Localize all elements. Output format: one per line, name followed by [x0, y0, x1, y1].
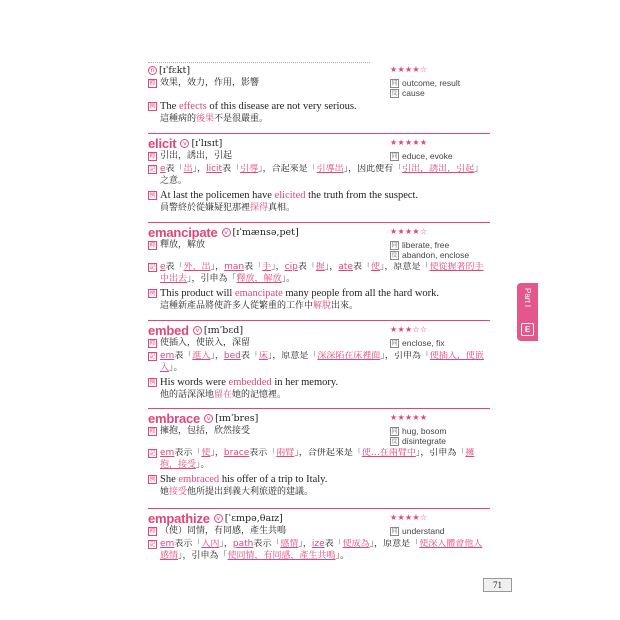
entry-emancipate: [148, 225, 492, 312]
related-words: [390, 151, 492, 161]
text-segment: 」，: [219, 539, 233, 549]
synonym-line: [390, 151, 492, 161]
text-segment: At last the policemen have: [160, 190, 275, 201]
entry-embed: [148, 323, 492, 401]
morpheme-highlight: 入內: [201, 539, 220, 549]
text-segment: 這種新產品將使許多人從繁重的工作中: [160, 301, 314, 311]
text-segment: 」，合併起來是「: [294, 448, 362, 458]
definition-text: 使插入，使嵌入，深留: [160, 338, 251, 348]
morpheme-highlight: ate: [338, 262, 353, 272]
translation-keyword: 接受: [169, 487, 188, 497]
example-translation: [148, 300, 492, 312]
related-words: [390, 240, 492, 260]
text-segment: 表「: [165, 262, 184, 272]
phonetic: [ɪˈfɛkt]: [159, 64, 191, 76]
morpheme-highlight: 使從握著的手中出去: [160, 262, 484, 284]
related-words: [390, 426, 492, 446]
text-segment: This product will: [160, 288, 235, 299]
definition-row: [148, 426, 492, 446]
example-icon: 例: [149, 103, 156, 110]
frequency-stars: ★★★★☆: [390, 227, 428, 236]
example-sentence: [148, 189, 492, 202]
text-segment: 表示「: [174, 448, 202, 458]
headword: embed: [148, 322, 189, 338]
phonetic: [ɪmˈbres]: [215, 412, 259, 424]
memory-tip: [148, 351, 492, 374]
frequency-stars: ★★★★☆: [390, 65, 428, 74]
antonym-icon: 反: [391, 89, 398, 97]
text-segment: 」，: [210, 448, 224, 458]
related-words: [390, 338, 492, 348]
morpheme-highlight: 使…在兩臂中: [361, 448, 416, 458]
morpheme-highlight: 使成為: [342, 539, 370, 549]
morpheme-highlight: 進入: [192, 351, 211, 361]
translation-keyword: 解脫: [313, 301, 332, 311]
synonym-icon: 同: [391, 427, 398, 435]
definition-row: [148, 240, 492, 260]
entry-header: [148, 511, 492, 525]
example-keyword: effects: [178, 101, 207, 112]
definition-icon: 釋: [149, 340, 156, 347]
text-segment: 表「: [297, 262, 316, 272]
definition: [148, 426, 390, 437]
memory-tip: [148, 539, 492, 562]
text-segment: 他的話深深地: [160, 390, 215, 400]
entry-divider: [148, 408, 490, 409]
example-sentence: [148, 473, 492, 486]
morpheme-highlight: 兩臂: [276, 448, 295, 458]
synonym-line: [390, 338, 492, 348]
text-segment: of this disease are not very serious.: [206, 101, 357, 112]
synonym-line: [390, 240, 492, 250]
morpheme-highlight: 使: [201, 448, 211, 458]
definition-text: 擁抱，包括，欣然接受: [160, 426, 251, 436]
phonetic: [ɪˈmænsə,pet]: [232, 226, 299, 238]
text-segment: 表「: [324, 539, 343, 549]
text-segment: in her memory.: [271, 377, 339, 388]
synonym-line: [390, 78, 492, 88]
definition-icon: 釋: [149, 80, 156, 87]
text-segment: the truth from the suspect.: [305, 190, 419, 201]
definition-text: （使）同情，有同感，產生共鳴: [160, 526, 287, 536]
text-segment: 表「: [240, 351, 259, 361]
related-words: [390, 78, 492, 98]
text-segment: 」，引申為「: [178, 550, 228, 561]
synonym-icon: 同: [391, 152, 398, 160]
text-segment: 」，因此便有「: [343, 164, 403, 174]
antonym-icon: 反: [391, 437, 398, 445]
morpheme-highlight: em: [160, 448, 175, 458]
text-segment: 」，: [210, 351, 224, 361]
text-segment: The: [160, 101, 179, 112]
example-sentence: [148, 100, 492, 113]
morpheme-highlight: em: [160, 351, 175, 361]
example-translation: [148, 113, 492, 125]
morpheme-highlight: cip: [284, 262, 298, 272]
entry-continued: [148, 63, 492, 125]
definition: [148, 338, 390, 349]
text-segment: 」，: [298, 539, 312, 549]
morpheme-highlight: path: [232, 539, 254, 549]
morpheme-highlight: bed: [223, 351, 241, 361]
part-of-speech-icon: v: [193, 326, 202, 335]
text-segment: 他所提出到義大利旅遊的建議。: [187, 487, 314, 497]
headword: elicit: [148, 135, 177, 151]
morpheme-highlight: 使同情，有同感，產生共鳴: [227, 550, 336, 561]
entry-header: [148, 411, 492, 425]
morpheme-highlight: 引導出: [316, 164, 344, 174]
antonym-line: [390, 436, 492, 446]
entry-header: [148, 136, 492, 150]
memory-tip-text: [160, 351, 490, 374]
example-text: [160, 376, 338, 389]
phonetic: [ɪˈlɪsɪt]: [191, 137, 223, 149]
entry-header: [148, 225, 492, 239]
text-segment: 表示「: [249, 448, 277, 458]
text-segment: 表「: [165, 164, 184, 174]
memory-tip: [148, 262, 492, 285]
text-segment: 她: [160, 487, 170, 497]
text-segment: 」，原意是「: [267, 351, 318, 361]
memory-tip: [148, 164, 492, 187]
example-icon: 例: [149, 192, 156, 199]
tab-part-label: Part I: [523, 288, 532, 308]
text-segment: 」，合起來是「: [258, 164, 317, 174]
text-segment: 」，: [271, 262, 285, 272]
text-segment: His words were: [160, 377, 229, 388]
translation-keyword: 留在: [214, 390, 233, 400]
morpheme-highlight: e: [160, 262, 166, 272]
headword: embrace: [148, 410, 201, 426]
text-segment: 表示「: [174, 539, 202, 549]
morpheme-highlight: 使: [370, 262, 380, 272]
definition-text: 釋放，解放: [160, 240, 206, 250]
text-segment: 」，: [192, 164, 207, 174]
example-text: [160, 473, 327, 486]
morpheme-highlight: 手: [262, 262, 272, 272]
morpheme-highlight: 握: [315, 262, 325, 272]
example-keyword: embraced: [178, 474, 220, 485]
page-number: 71: [483, 578, 512, 592]
memory-tip: [148, 448, 492, 471]
definition-icon: 釋: [149, 153, 156, 160]
entry-divider: [148, 320, 490, 321]
phonetic: [ɪmˈbɛd]: [203, 324, 244, 336]
memory-tip-text: [160, 448, 490, 471]
text-segment: many people from all the hard work.: [282, 288, 440, 299]
morpheme-highlight: 使深入體會他人感情: [160, 539, 483, 561]
antonym-line: [390, 250, 492, 260]
example-text: [160, 287, 439, 300]
morpheme-highlight: 擁抱，接受: [160, 448, 475, 470]
entry-header: [148, 63, 492, 77]
entry-embrace: [148, 411, 492, 498]
morpheme-highlight: 外，出: [183, 262, 211, 272]
text-segment: 」之意。: [160, 164, 484, 186]
entry-elicit: [148, 136, 492, 214]
antonym-text: abandon, enclose: [402, 250, 470, 260]
morpheme-highlight: e: [160, 164, 166, 174]
definition-icon: 釋: [149, 242, 156, 249]
frequency-stars: ★★★★☆: [390, 513, 428, 522]
morpheme-highlight: 引出，誘出，引起: [402, 164, 475, 174]
antonym-icon: 反: [391, 251, 398, 259]
morpheme-highlight: man: [224, 262, 245, 272]
memo-icon: 記: [149, 264, 156, 271]
headword: empathize: [148, 510, 210, 526]
frequency-stars: ★★★☆☆: [390, 325, 428, 334]
synonym-text: enclose, fix: [402, 338, 445, 348]
part-of-speech-icon: v: [204, 414, 213, 423]
morpheme-highlight: 深深陷在床裡面: [317, 351, 381, 361]
definition: [148, 151, 390, 162]
definition-icon: 釋: [149, 528, 156, 535]
definition: [148, 78, 390, 89]
text-segment: 」，引申為「: [380, 351, 430, 361]
example-icon: 例: [149, 379, 156, 386]
text-segment: his offer of a trip to Italy.: [219, 474, 328, 485]
text-segment: 」，: [324, 262, 339, 272]
text-segment: 她的記憶裡。: [232, 390, 287, 400]
text-segment: 表「: [244, 262, 263, 272]
synonym-icon: 同: [391, 241, 398, 249]
entry-empathize: [148, 511, 492, 562]
synonym-text: outcome, result: [402, 78, 461, 88]
text-segment: 這種病的: [160, 114, 197, 124]
example-translation: [148, 389, 492, 401]
part-of-speech-icon: v: [180, 139, 189, 148]
text-segment: She: [160, 474, 179, 485]
phonetic: [ˈɛmpə,θaɪz]: [224, 512, 283, 524]
definition-icon: 釋: [149, 428, 156, 435]
translation-keyword: 後果: [196, 114, 215, 124]
definition-row: [148, 526, 492, 537]
text-segment: 」。: [169, 362, 183, 373]
example-sentence: [148, 287, 492, 300]
example-translation: [148, 486, 492, 498]
morpheme-highlight: licit: [206, 164, 223, 174]
translation-keyword: 探得: [250, 203, 269, 213]
side-tab: [517, 283, 538, 341]
synonym-icon: 同: [391, 339, 398, 347]
text-segment: 」，引申為「: [187, 273, 237, 284]
text-segment: 」。: [196, 459, 210, 470]
synonym-text: educe, evoke: [402, 151, 453, 161]
text-segment: 」，引申為「: [415, 448, 466, 458]
example-translation: [148, 202, 492, 214]
text-segment: 表「: [222, 164, 241, 174]
example-keyword: embedded: [228, 377, 272, 388]
related-words: [390, 526, 492, 536]
morpheme-highlight: em: [160, 539, 175, 549]
text-segment: 表示「: [253, 539, 281, 549]
example-text: [160, 189, 418, 202]
text-segment: 」，: [210, 262, 225, 272]
synonym-line: [390, 526, 492, 536]
morpheme-highlight: 引導: [240, 164, 259, 174]
definition-text: 引出，誘出，引起: [160, 151, 233, 161]
synonym-text: hug, bosom: [402, 426, 447, 436]
headword: emancipate: [148, 224, 218, 240]
morpheme-highlight: ize: [311, 539, 325, 549]
text-segment: 出來。: [331, 301, 359, 311]
entry-header: [148, 323, 492, 337]
text-segment: 員警終於從嫌疑犯那裡: [160, 203, 251, 213]
definition: [148, 526, 390, 537]
morpheme-highlight: 釋放，解放: [236, 273, 282, 284]
antonym-text: disintegrate: [402, 436, 446, 446]
text-segment: 表「: [174, 351, 193, 361]
morpheme-highlight: 床: [258, 351, 268, 361]
synonym-text: understand: [402, 526, 445, 536]
part-of-speech-icon: v: [222, 228, 231, 237]
definition: [148, 240, 390, 251]
example-text: [160, 100, 357, 113]
example-sentence: [148, 376, 492, 389]
synonym-icon: 同: [391, 527, 398, 535]
morpheme-highlight: 感情: [280, 539, 299, 549]
synonym-text: liberate, free: [402, 240, 450, 250]
memo-icon: 記: [149, 353, 156, 360]
definition-row: [148, 338, 492, 349]
memo-icon: 記: [149, 450, 156, 457]
example-keyword: elicited: [274, 190, 306, 201]
definition-row: [148, 78, 492, 98]
tab-letter-label: E: [521, 323, 534, 336]
frequency-stars: ★★★★★: [390, 138, 428, 147]
part-of-speech-icon: v: [214, 514, 223, 523]
definition-row: [148, 151, 492, 162]
example-icon: 例: [149, 290, 156, 297]
memory-tip-text: [160, 539, 490, 562]
synonym-line: [390, 426, 492, 436]
text-segment: 」。: [281, 273, 296, 284]
text-segment: 表「: [352, 262, 371, 272]
memory-tip-text: [160, 262, 490, 285]
part-of-speech-icon: n: [148, 66, 157, 75]
synonym-icon: 同: [391, 79, 398, 87]
memory-tip-text: [160, 164, 490, 187]
text-segment: 」。: [335, 550, 350, 561]
memo-icon: 記: [149, 166, 156, 173]
entry-divider: [148, 508, 490, 509]
text-segment: 不是很嚴重。: [214, 114, 269, 124]
text-segment: 」，原意是「: [379, 262, 430, 272]
memo-icon: 記: [149, 541, 156, 548]
text-segment: 真相。: [268, 203, 296, 213]
morpheme-highlight: 使插入，使嵌入: [160, 351, 484, 373]
example-icon: 例: [149, 476, 156, 483]
antonym-line: [390, 88, 492, 98]
morpheme-highlight: brace: [223, 448, 250, 458]
morpheme-highlight: 出: [183, 164, 193, 174]
text-segment: 」，原意是「: [369, 539, 420, 549]
antonym-text: cause: [402, 88, 425, 98]
frequency-stars: ★★★★★: [390, 413, 428, 422]
example-keyword: emancipate: [234, 288, 283, 299]
definition-text: 效果，效力，作用，影響: [160, 78, 260, 88]
entry-divider: [148, 222, 490, 223]
entry-divider: [148, 133, 490, 134]
